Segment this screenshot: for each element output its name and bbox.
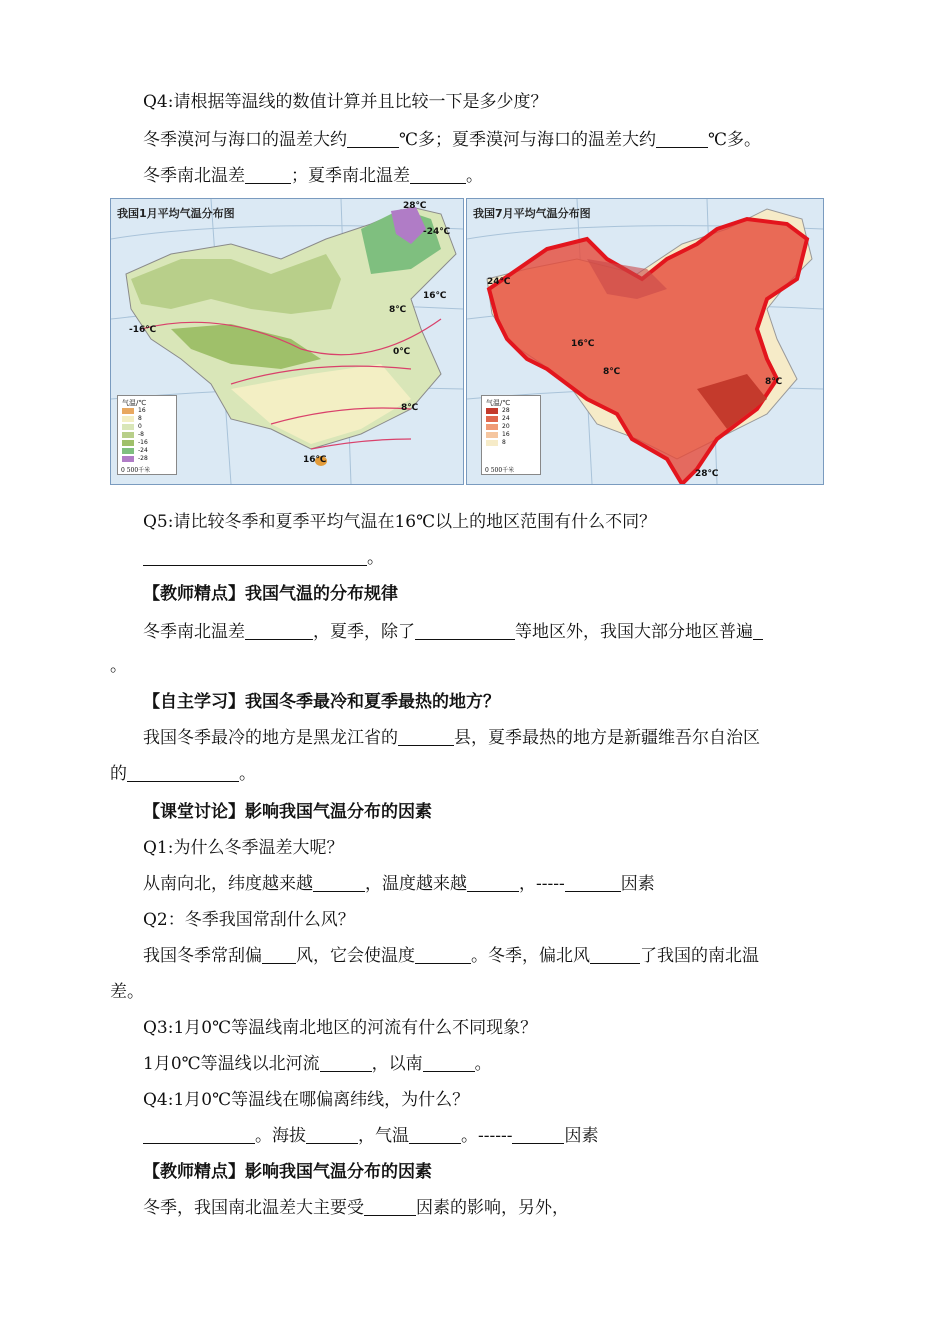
july-map-title: 我国7月平均气温分布图: [473, 207, 591, 220]
discussion-q4: Q4:1月0℃等温线在哪偏离纬线，为什么？: [143, 1090, 470, 1110]
blank[interactable]: [590, 946, 640, 964]
blank[interactable]: [398, 728, 454, 746]
blank[interactable]: [467, 874, 519, 892]
isotherm-label: 28℃: [695, 469, 719, 479]
january-map-title: 我国1月平均气温分布图: [117, 207, 235, 220]
self-study-title: 【自主学习】我国冬季最冷和夏季最热的地方？: [143, 692, 500, 712]
isotherm-label: 8℃: [603, 367, 621, 377]
blank[interactable]: [127, 764, 239, 782]
isotherm-label: 16℃: [303, 455, 327, 465]
blank[interactable]: [306, 1126, 358, 1144]
blank[interactable]: [245, 622, 313, 640]
blank[interactable]: [415, 622, 515, 640]
q5-question: Q5:请比较冬季和夏季平均气温在16℃以上的地区范围有什么不同？: [143, 512, 657, 532]
isotherm-label: 16℃: [571, 339, 595, 349]
isotherm-label: 0℃: [393, 347, 411, 357]
blank[interactable]: [409, 1126, 461, 1144]
blank[interactable]: [656, 130, 708, 148]
q5-answer: 。: [143, 546, 384, 570]
self-study-line2: 的 。: [110, 764, 256, 784]
discussion-q2-line2: 差。: [110, 982, 144, 1002]
teacher2-line1: 冬季，我国南北温差大主要受 因素的影响，另外，: [143, 1198, 569, 1218]
map-scale: 0 500千米: [485, 467, 515, 474]
q4-line1: 冬季漠河与海口的温差大约 ℃多；夏季漠河与海口的温差大约 ℃多。: [143, 130, 762, 150]
blank[interactable]: [753, 622, 763, 640]
isotherm-label: 8℃: [389, 305, 407, 315]
blank[interactable]: [347, 130, 399, 148]
discussion-q1: Q1:为什么冬季温差大呢？: [143, 838, 344, 858]
blank[interactable]: [143, 548, 367, 566]
isotherm-label: 24℃: [487, 277, 511, 287]
temperature-maps: [110, 198, 824, 483]
teacher-point-title: 【教师精点】我国气温的分布规律: [143, 584, 398, 604]
isotherm-label: -24℃: [423, 227, 451, 237]
discussion-q2: Q2：冬季我国常刮什么风？: [143, 910, 355, 930]
blank[interactable]: [512, 1126, 564, 1144]
blank[interactable]: [262, 946, 296, 964]
discussion-q3-answer: 1月0℃等温线以北河流 ，以南 。: [143, 1054, 492, 1074]
july-temperature-map: [466, 198, 824, 485]
map-scale: 0 500千米: [121, 467, 151, 474]
isotherm-label: 8℃: [765, 377, 783, 387]
discussion-q1-answer: 从南向北，纬度越来越 ，温度越来越 ，----- 因素: [143, 874, 655, 894]
july-legend: 气温/℃ 28 24 20 16 8: [481, 395, 541, 475]
teacher-point-title-2: 【教师精点】影响我国气温分布的因素: [143, 1162, 432, 1182]
teacher1-line1: 冬季南北温差 ，夏季，除了 等地区外，我国大部分地区普遍: [143, 620, 763, 644]
q4-question: Q4:请根据等温线的数值计算并且比较一下是多少度？: [143, 92, 548, 112]
blank[interactable]: [143, 1126, 255, 1144]
discussion-q4-answer: 。海拔 ，气温 。------ 因素: [143, 1124, 598, 1148]
isotherm-label: 16℃: [423, 291, 447, 301]
january-temperature-map: [110, 198, 464, 485]
isotherm-label: 8℃: [401, 403, 419, 413]
q4-line2: 冬季南北温差 ；夏季南北温差 。: [143, 166, 483, 186]
discussion-title: 【课堂讨论】影响我国气温分布的因素: [143, 802, 432, 822]
january-legend: 气温/℃ 16 8 0 -8 -16 -24 -28: [117, 395, 177, 475]
isotherm-label: -16℃: [129, 325, 157, 335]
blank[interactable]: [565, 874, 621, 892]
blank[interactable]: [423, 1054, 475, 1072]
discussion-q2-answer: 我国冬季常刮偏 风，它会使温度 。冬季，偏北风 了我国的南北温: [143, 946, 759, 966]
blank[interactable]: [320, 1054, 372, 1072]
isotherm-label: 28℃: [403, 201, 427, 211]
discussion-q3: Q3:1月0℃等温线南北地区的河流有什么不同现象？: [143, 1018, 538, 1038]
self-study-line1: 我国冬季最冷的地方是黑龙江省的 县，夏季最热的地方是新疆维吾尔自治区: [143, 728, 760, 748]
blank[interactable]: [313, 874, 365, 892]
teacher1-line2: 。: [110, 656, 127, 676]
blank[interactable]: [410, 166, 466, 184]
blank[interactable]: [364, 1198, 416, 1216]
blank[interactable]: [245, 166, 291, 184]
blank[interactable]: [415, 946, 471, 964]
